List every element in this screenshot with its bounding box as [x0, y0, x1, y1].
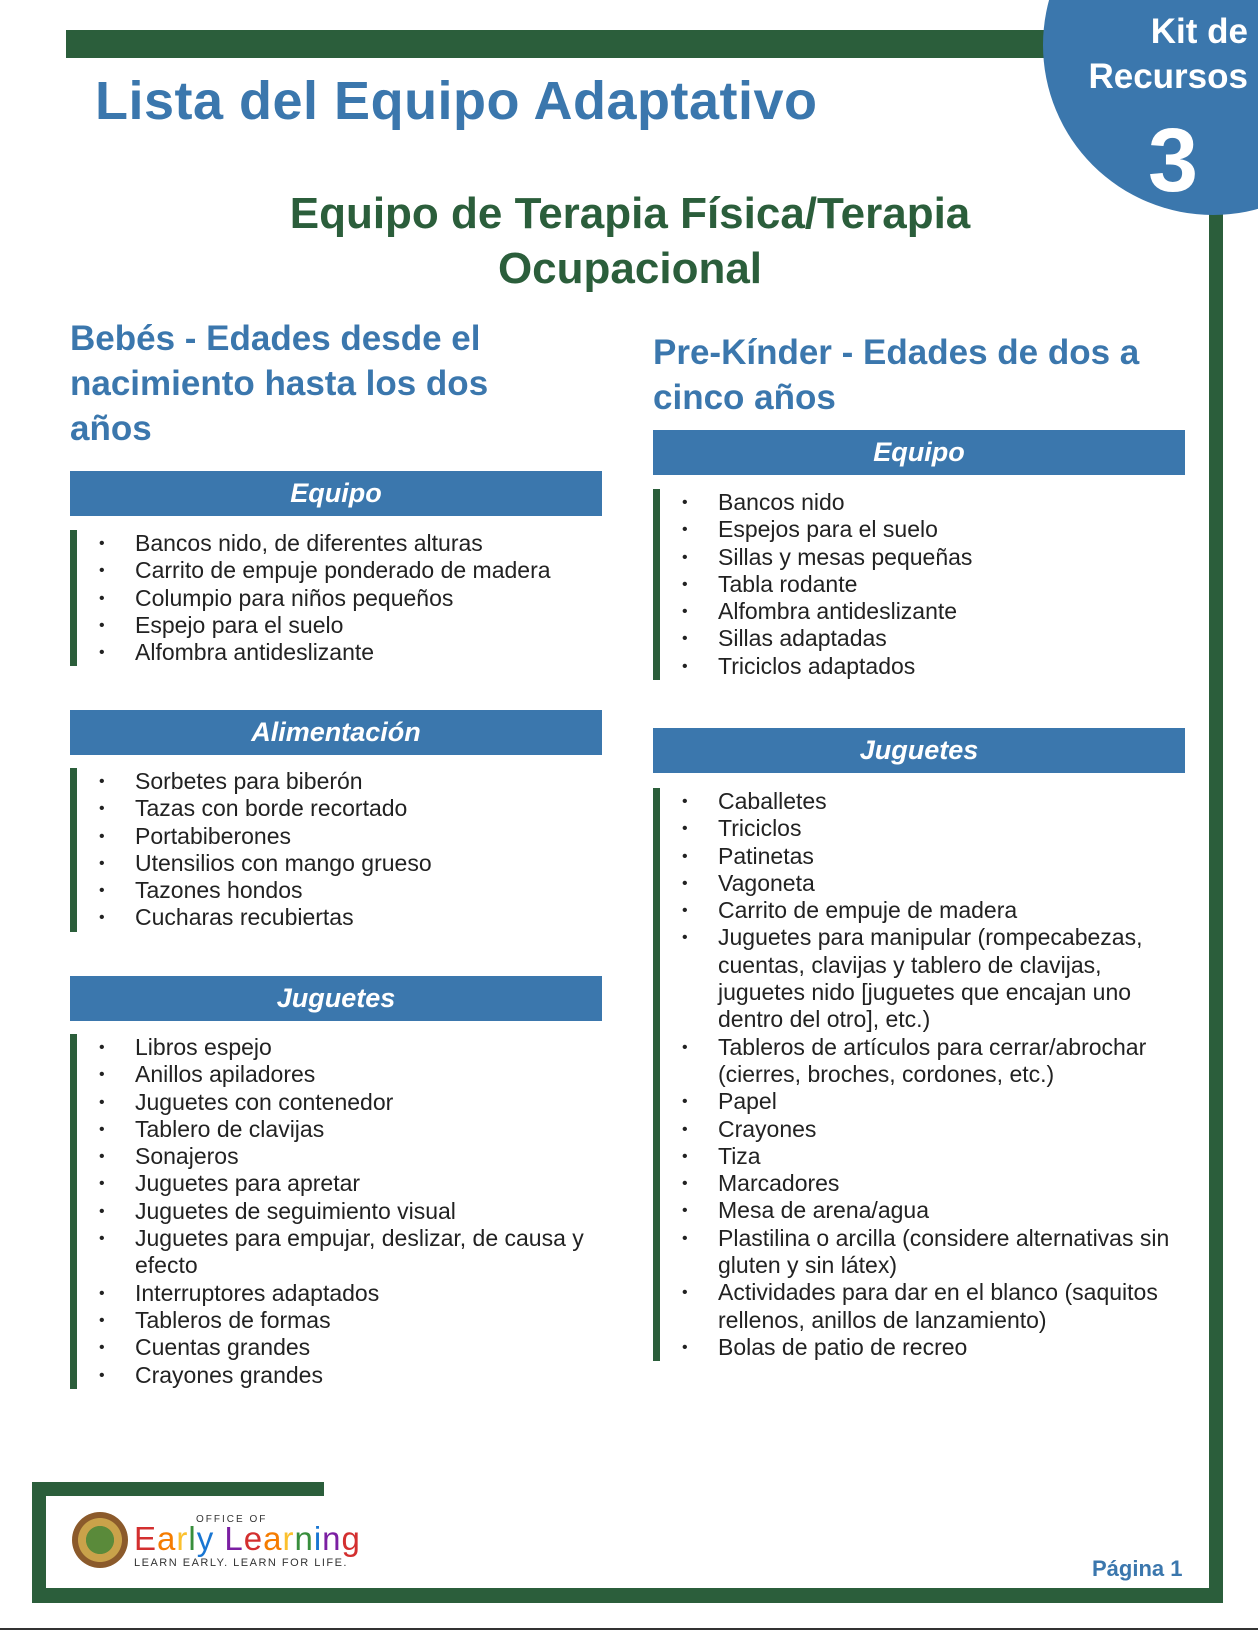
list-item: • Tiza: [660, 1143, 1192, 1170]
list-item: • Alfombra antideslizante: [77, 639, 609, 666]
logo-letter: g: [341, 1520, 361, 1557]
logo-letter: n: [294, 1520, 314, 1557]
list-item: • Actividades para dar en el blanco (saquitos rellenos, anillos de lanzamiento): [660, 1279, 1192, 1334]
page-number: Página 1: [1092, 1556, 1183, 1581]
logo-letter: L: [224, 1520, 244, 1557]
list-item: • Juguetes para apretar: [77, 1170, 609, 1197]
list-item: • Triciclos: [660, 815, 1192, 842]
list-item: • Sorbetes para biberón: [77, 768, 609, 795]
logo-letter: r: [282, 1520, 295, 1557]
logo-letter: e: [243, 1520, 264, 1557]
list-item: • Crayones grandes: [77, 1362, 609, 1389]
list-item: • Espejos para el suelo: [660, 516, 1192, 543]
list-item: • Carrito de empuje de madera: [660, 897, 1192, 924]
subtitle-line-1: Equipo de Terapia Física/Terapia: [289, 189, 971, 238]
list-item: • Caballetes: [660, 788, 1192, 815]
list-item: • Juguetes para empujar, deslizar, de causa y efecto: [77, 1225, 609, 1280]
logo-letter: r: [176, 1520, 189, 1557]
list-item: • Carrito de empuje ponderado de madera: [77, 557, 609, 584]
list-item: • Triciclos adaptados: [660, 653, 1192, 680]
logo-letter: [214, 1520, 224, 1557]
right-column-heading: [653, 330, 1139, 420]
logo-letter: y: [196, 1520, 215, 1557]
list-item: • Marcadores: [660, 1170, 1192, 1197]
list-item: • Vagoneta: [660, 870, 1192, 897]
right-green-bar: [1209, 150, 1223, 1602]
section-header-equipo-prek: Equipo: [653, 430, 1185, 475]
footer-left-bar: [32, 1482, 46, 1602]
list-juguetes-bebes: [70, 1034, 609, 1389]
list-item: • Papel: [660, 1088, 1192, 1115]
list-item: • Sillas y mesas pequeñas: [660, 544, 1192, 571]
state-seal-icon: [72, 1512, 128, 1568]
early-learning-logo: [134, 1520, 361, 1558]
list-item: • Bancos nido, de diferentes alturas: [77, 530, 609, 557]
badge-line-2: Recursos: [1088, 57, 1248, 96]
list-item: • Tabla rodante: [660, 571, 1192, 598]
logo-letter: E: [134, 1520, 158, 1557]
badge-line-1: Kit de: [1150, 12, 1248, 51]
list-item: • Espejo para el suelo: [77, 612, 609, 639]
page-title: Lista del Equipo Adaptativo: [95, 71, 818, 131]
list-item: • Crayones: [660, 1116, 1192, 1143]
logo-letter: n: [322, 1520, 342, 1557]
heading-line: nacimiento hasta los dos: [70, 364, 489, 403]
list-item: • Libros espejo: [77, 1034, 609, 1061]
list-item: • Juguetes con contenedor: [77, 1089, 609, 1116]
list-item: • Tazas con borde recortado: [77, 795, 609, 822]
left-column-heading: [70, 316, 488, 451]
list-equipo-bebes: [70, 530, 609, 666]
logo-letter: i: [313, 1520, 323, 1557]
top-green-bar: [66, 30, 1056, 58]
section-header-juguetes-prek: Juguetes: [653, 728, 1185, 773]
list-item: • Juguetes de seguimiento visual: [77, 1198, 609, 1225]
subtitle-line-2: Ocupacional: [497, 244, 763, 293]
bottom-green-bar: [32, 1588, 1223, 1603]
page-edge-rule: [0, 1628, 1258, 1630]
heading-line: Bebés - Edades desde el: [70, 319, 481, 358]
list-item: • Sonajeros: [77, 1143, 609, 1170]
list-item: • Anillos apiladores: [77, 1061, 609, 1088]
page-subtitle: [200, 186, 1060, 296]
list-item: • Bancos nido: [660, 489, 1192, 516]
list-item: • Tableros de formas: [77, 1307, 609, 1334]
list-item: • Tablero de clavijas: [77, 1116, 609, 1143]
list-item: • Utensilios con mango grueso: [77, 850, 609, 877]
section-header-equipo: Equipo: [70, 471, 602, 516]
heading-line: cinco años: [653, 378, 836, 417]
list-juguetes-prek: [653, 788, 1192, 1361]
section-header-alimentacion: Alimentación: [70, 710, 602, 755]
section-header-juguetes: Juguetes: [70, 976, 602, 1021]
list-item: • Interruptores adaptados: [77, 1280, 609, 1307]
list-item: • Columpio para niños pequeños: [77, 585, 609, 612]
list-item: • Juguetes para manipular (rompecabezas, cuentas, clavijas y tablero de clavijas, juguetes nido [juguetes que encajan uno dentro del otro], etc.): [660, 924, 1192, 1033]
list-item: • Mesa de arena/agua: [660, 1197, 1192, 1224]
heading-line: años: [70, 409, 152, 448]
list-item: • Cucharas recubiertas: [77, 904, 609, 931]
list-item: • Tableros de artículos para cerrar/abrochar (cierres, broches, cordones, etc.): [660, 1034, 1192, 1089]
footer-top-bar: [32, 1482, 324, 1496]
list-item: • Alfombra antideslizante: [660, 598, 1192, 625]
logo-office-of: OFFICE OF: [196, 1514, 268, 1525]
list-item: • Tazones hondos: [77, 877, 609, 904]
list-equipo-prek: [653, 489, 1192, 680]
logo-letter: l: [188, 1520, 197, 1557]
heading-line: Pre-Kínder - Edades de dos a: [653, 333, 1140, 372]
logo-letter: a: [263, 1520, 283, 1557]
logo-tagline: LEARN EARLY. LEARN FOR LIFE.: [134, 1557, 348, 1569]
list-item: • Cuentas grandes: [77, 1334, 609, 1361]
list-item: • Bolas de patio de recreo: [660, 1334, 1192, 1361]
list-item: • Plastilina o arcilla (considere alternativas sin gluten y sin látex): [660, 1225, 1192, 1280]
list-alimentacion-bebes: [70, 768, 609, 932]
badge-number: 3: [1147, 111, 1198, 211]
logo-letter: a: [157, 1520, 177, 1557]
list-item: • Portabiberones: [77, 823, 609, 850]
list-item: • Patinetas: [660, 843, 1192, 870]
list-item: • Sillas adaptadas: [660, 625, 1192, 652]
